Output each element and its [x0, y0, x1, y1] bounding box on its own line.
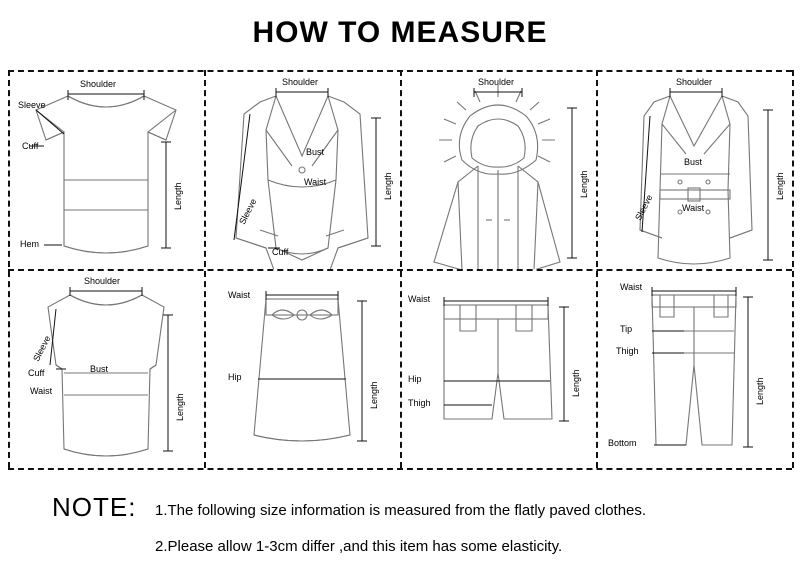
label-dress-waist: Waist: [30, 386, 53, 396]
label-dress-shoulder: Shoulder: [84, 276, 121, 286]
label-blazer-bust: Bust: [306, 147, 325, 157]
label-dress-length: Length: [175, 393, 185, 421]
label-dress-sleeve: Sleeve: [31, 334, 53, 364]
label-pants-waist: Waist: [620, 282, 643, 292]
note-label: NOTE:: [52, 492, 137, 522]
page-title: HOW TO MEASURE: [252, 16, 548, 49]
label-dress-bust: Bust: [90, 364, 109, 374]
label-trenchcoat-shoulder: Shoulder: [676, 77, 713, 87]
trenchcoat-measure-lines: [596, 70, 792, 269]
label-trenchcoat-waist: Waist: [682, 203, 705, 213]
cell-trenchcoat: [596, 70, 792, 269]
label-tshirt-shoulder: Shoulder: [80, 79, 117, 89]
cell-blazer: [204, 70, 400, 269]
label-trenchcoat-sleeve: Sleeve: [633, 193, 655, 223]
label-shorts-waist: Waist: [408, 294, 431, 304]
label-tshirt-cuff: Cuff: [22, 141, 39, 151]
label-tshirt-hem: Hem: [20, 239, 40, 249]
grid-border-bottom: [8, 468, 792, 470]
grid-border-right: [792, 70, 794, 468]
cell-skirt: [204, 269, 400, 468]
cell-furcoat: [400, 70, 596, 269]
note-line-2: 2.Please allow 1-3cm differ ,and this item has some elasticity.: [155, 538, 563, 555]
garment-grid: [8, 70, 792, 468]
label-blazer-cuff: Cuff: [272, 247, 289, 257]
label-pants-tip: Tip: [620, 324, 633, 334]
label-skirt-waist: Waist: [228, 290, 251, 300]
blazer-measure-lines: [204, 70, 400, 269]
label-trenchcoat-bust: Bust: [684, 157, 703, 167]
furcoat-measure-lines: [400, 70, 596, 269]
label-shorts-length: Length: [571, 369, 581, 397]
cell-pants: [596, 269, 792, 468]
note-line-1: 1.The following size information is measured from the flatly paved clothes.: [155, 502, 647, 519]
label-shorts-hip: Hip: [408, 374, 422, 384]
label-trenchcoat-length: Length: [775, 172, 785, 200]
cell-tshirt: [8, 70, 204, 269]
label-blazer-shoulder: Shoulder: [282, 77, 319, 87]
label-pants-bottom: Bottom: [608, 438, 637, 448]
label-shorts-thigh: Thigh: [408, 398, 431, 408]
cell-shorts: [400, 269, 596, 468]
label-pants-length: Length: [755, 377, 765, 405]
label-furcoat-shoulder: Shoulder: [478, 77, 515, 87]
label-dress-cuff: Cuff: [28, 368, 45, 378]
label-skirt-length: Length: [369, 381, 379, 409]
label-furcoat-length: Length: [579, 170, 589, 198]
label-pants-thigh: Thigh: [616, 346, 639, 356]
label-tshirt-sleeve: Sleeve: [18, 100, 46, 110]
label-blazer-sleeve: Sleeve: [237, 197, 259, 227]
cell-dress: [8, 269, 204, 468]
label-skirt-hip: Hip: [228, 372, 242, 382]
label-blazer-length: Length: [383, 172, 393, 200]
label-blazer-waist: Waist: [304, 177, 327, 187]
label-tshirt-length: Length: [173, 182, 183, 210]
